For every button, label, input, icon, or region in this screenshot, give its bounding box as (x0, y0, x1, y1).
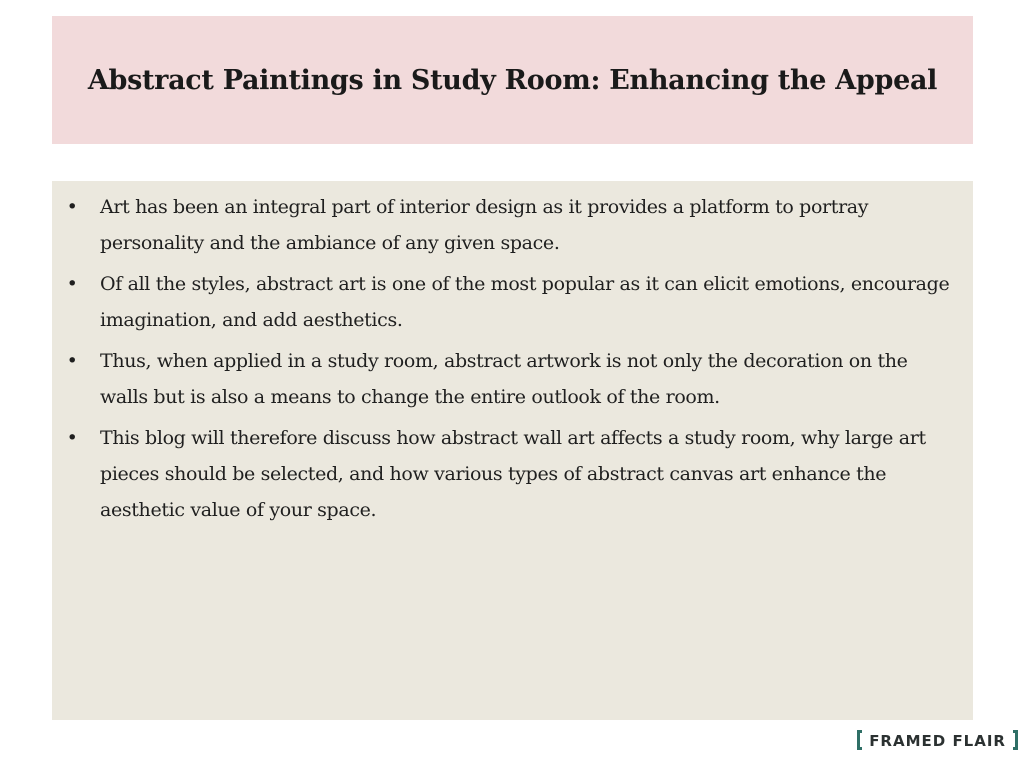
bullet-text: Thus, when applied in a study room, abstract artwork is not only the decoration on the walls but is also a means to change the entire outlook of the room. (100, 350, 908, 408)
logo-text: FRAMED FLAIR (869, 732, 1006, 750)
bullet-item (62, 266, 959, 338)
title-banner (52, 16, 973, 144)
bullet-item (62, 343, 959, 415)
framed-flair-logo (857, 730, 1018, 752)
bullet-icon: • (66, 196, 78, 218)
bullet-text: This blog will therefore discuss how abstract wall art affects a study room, why large art pieces should be selected, and how various types of abstract canvas art enhance the aesthetic value of your space. (100, 427, 926, 521)
bullet-item (62, 420, 959, 528)
bullet-text: Art has been an integral part of interior design as it provides a platform to portray personality and the ambiance of any given space. (100, 196, 869, 254)
content-panel (52, 181, 973, 720)
logo-bracket-left-icon (857, 730, 862, 750)
bullet-text: Of all the styles, abstract art is one of the most popular as it can elicit emotions, encourage imagination, and add aesthetics. (100, 273, 950, 331)
logo-bracket-right-icon (1013, 730, 1018, 750)
bullet-item (62, 189, 959, 261)
bullet-icon: • (66, 350, 78, 372)
slide-title: Abstract Paintings in Study Room: Enhancing the Appeal (87, 64, 938, 96)
bullet-list (62, 189, 959, 528)
bullet-icon: • (66, 273, 78, 295)
bullet-icon: • (66, 427, 78, 449)
